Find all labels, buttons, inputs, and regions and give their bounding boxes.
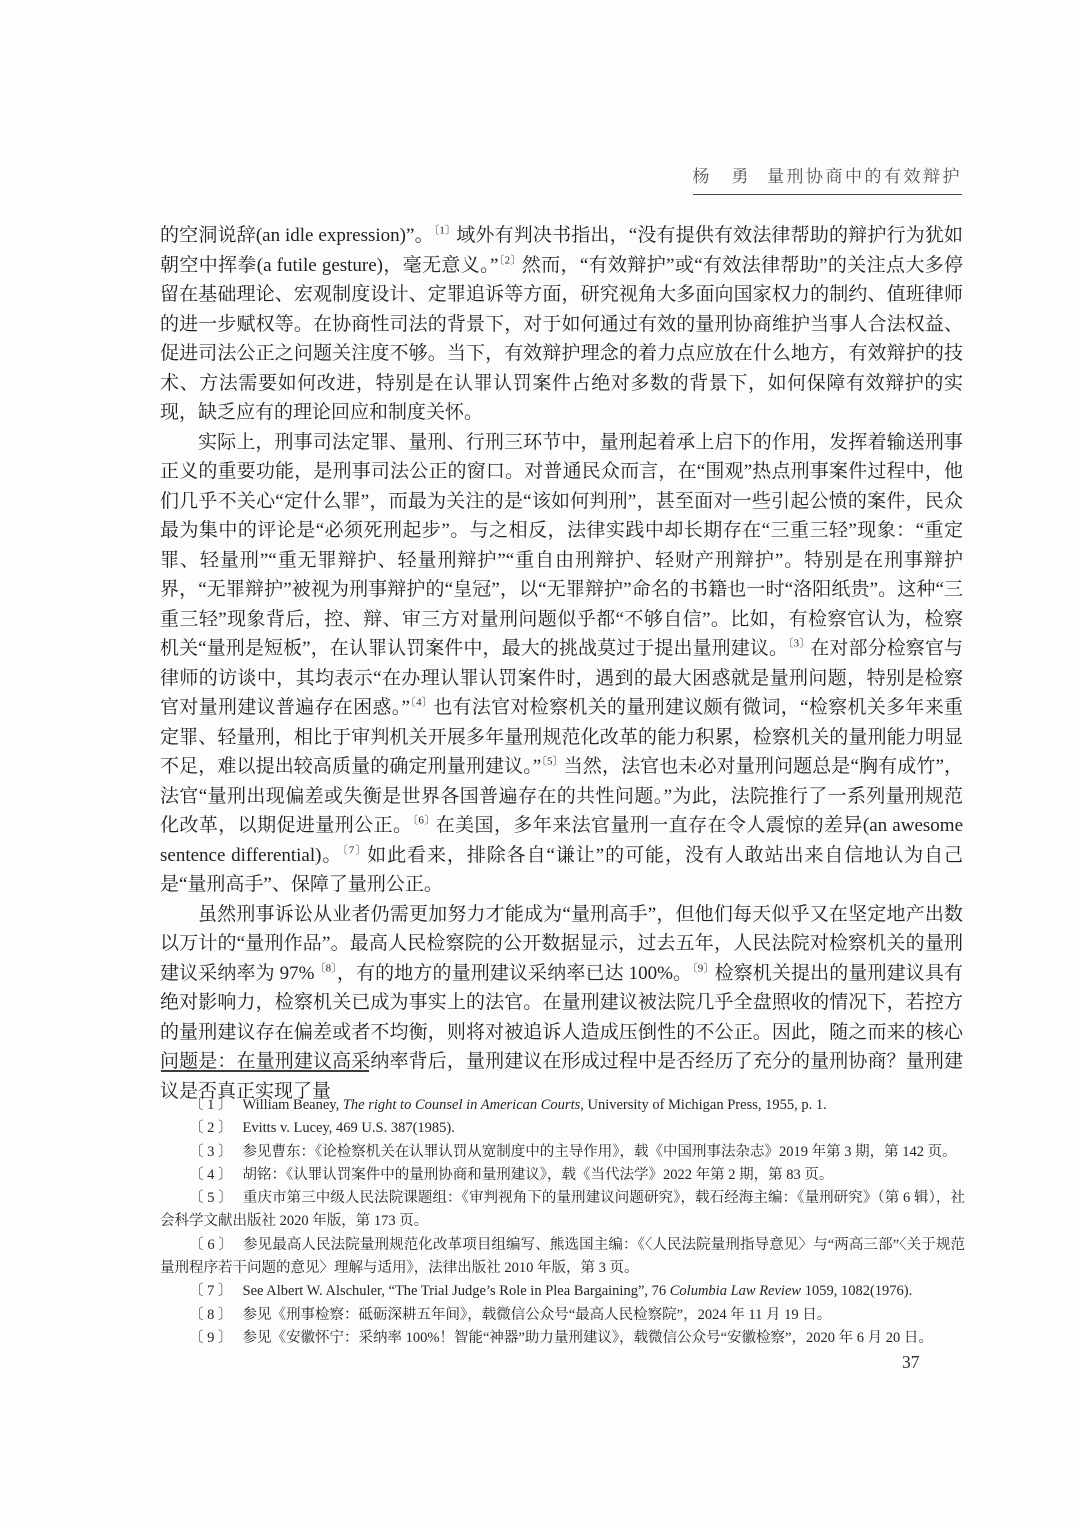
text-run: 的空洞说辞(an idle expression)”。 — [160, 225, 434, 246]
text-run: 检察机关提出的量刑建议具有绝对影响力，检察机关已成为事实上的法官。在量刑建议被法院几乎全盘照收的情况下，若控方的量刑建议存在偏差或者不均衡，则将对被追诉人造成压倒性的不公正。因此，随之而来的核心问题是：在量刑建议高采纳率背后，量刑建议在形成过程中是否经历了充分的量刑协商？量刑建议是否真正实现了量 — [160, 962, 964, 1102]
text-run: 参见曹东：《论检察机关在认罪认罚从宽制度中的主导作用》，载《中国刑事法杂志》2019 年第 3 期，第 142 页。 — [242, 1143, 957, 1160]
footnote-item — [160, 1164, 965, 1187]
italic-title: The right to Counsel in American Courts — [342, 1097, 581, 1113]
footnote-ref: 〔3〕 — [788, 637, 811, 650]
italic-title: Columbia Law Review — [669, 1283, 802, 1300]
text-run: 参见《刑事检察：砥砺深耕五年间》，载微信公众号“最高人民检察院”，2024 年 11 月 19 日。 — [242, 1306, 832, 1323]
footnote-ref: 〔5〕 — [541, 755, 564, 768]
text-run: 如此看来，排除各自“谦让”的可能，没有人敢站出来自信地认为自己是“量刑高手”、保障了量刑公正。 — [160, 844, 964, 895]
paragraph — [160, 900, 963, 1107]
footnote-ref: 〔8〕 — [314, 962, 337, 975]
footnote-item — [160, 1117, 965, 1140]
text-run: 参见《安徽怀宁：采纳率 100%！智能“神器”助力量刑建议》，载微信公众号“安徽检察”，2020 年 6 月 20 日。 — [242, 1329, 933, 1346]
running-head-title: 量刑协商中的有效辩护 — [767, 167, 962, 186]
footnote-item — [160, 1327, 965, 1350]
text-run: 在美国，多年来法官量刑一直存在令人震惊的差异(an awesome sentence differential)。 — [160, 815, 964, 866]
text-run: William Beaney, — [242, 1097, 343, 1113]
text-run: 实际上，刑事司法定罪、量刑、行刑三环节中，量刑起着承上启下的作用，发挥着输送刑事正义的重要功能，是刑事司法公正的窗口。对普通民众而言，在“围观”热点刑事案件过程中，他们几乎不关心“定什么罪”，而最为关注的是“该如何判刑”，甚至面对一些引起公愤的案件，民众最为集中的评论是“必须死刑起步”。与之相反，法律实践中却长期存在“三重三轻”现象：“重定罪、轻量刑”“重无罪辩护、轻量刑辩护”“重自由刑辩护、轻财产刑辩护”。特别是在刑事辩护界，“无罪辩护”被视为刑事辩护的“皇冠”，以“无罪辩护”命名的书籍也一时“洛阳纸贵”。这种“三重三轻”现象背后，控、辩、审三方对量刑问题似乎都“不够自信”。比如，有检察官认为，检察机关“量刑是短板”，在认罪认罚案件中，最大的挑战莫过于提出量刑建议。 — [160, 431, 963, 659]
text-run: 参见最高人民法院量刑规范化改革项目组编写、熊选国主编：《〈人民法院量刑指导意见〉与“两高三部”〈关于规范量刑程序若干问题的意见〉理解与适用》，法律出版社 2010 年版，第 3 页。 — [160, 1236, 965, 1277]
footnote-ref: 〔1〕 — [433, 224, 457, 237]
footnote-marker: 〔 4 〕 — [189, 1166, 233, 1183]
text-run: 域外有判决书指出，“没有提供有效法律帮助的辩护行为犹如朝空中挥拳(a futile gesture)，毫无意义。” — [160, 225, 963, 276]
footnote-marker: 〔 5 〕 — [189, 1190, 233, 1207]
text-run: 当然，法官也未必对量刑问题总是“胸有成竹”，法官“量刑出现偏差或失衡是世界各国普遍存在的共性问题。”为此，法院推行了一系列量刑规范化改革，以期促进量刑公正。 — [160, 756, 964, 836]
footnote-marker: 〔 2 〕 — [189, 1120, 233, 1137]
text-run: 虽然刑事诉讼从业者仍需更加努力才能成为“量刑高手”，但他们每天似乎又在坚定地产出数以万计的“量刑作品”。最高人民检察院的公开数据显示，过去五年，人民法院对检察机关的量刑建议采纳率为 97% — [160, 903, 963, 984]
running-head — [693, 162, 963, 195]
text-run: 也有法官对检察机关的量刑建议颇有微词，“检察机关多年来重定罪、轻量刑，相比于审判机关开展多年量刑规范化改革的能力积累，检察机关的量刑能力明显不足，难以提出较高质量的确定刑量刑建议。” — [160, 697, 964, 777]
footnote-marker: 〔 9 〕 — [189, 1329, 233, 1346]
text-run: 然而，“有效辩护”或“有效法律帮助”的关注点大多停留在基础理论、宏观制度设计、定罪追诉等方面，研究视角大多面向国家权力的制约、值班律师的进一步赋权等。在协商性司法的背景下，对于如何通过有效的量刑协商维护当事人合法权益、促进司法公正之问题关注度不够。当下，有效辩护理念的着力点应放在什么地方，有效辩护的技术、方法需要如何改进，特别是在认罪认罚案件占绝对多数的背景下，如何保障有效辩护的实现，缺乏应有的理论回应和制度关怀。 — [160, 254, 964, 423]
article-body — [160, 221, 963, 1106]
text-run: 重庆市第三中级人民法院课题组：《审判视角下的量刑建议问题研究》，载石经海主编：《量刑研究》（第 6 辑），社会科学文献出版社 2020 年版，第 173 页。 — [160, 1190, 965, 1230]
footnote-item — [160, 1141, 965, 1164]
paragraph — [160, 428, 963, 900]
text-run: See Albert W. Alschuler, “The Trial Judge’s Role in Plea Bargaining”, 76 — [242, 1283, 670, 1300]
text-run: 1059, 1082(1976). — [801, 1283, 913, 1300]
paragraph — [160, 221, 963, 428]
text-run: 在对部分检察官与律师的访谈中，其均表示“在办理认罪认罚案件时，遇到的最大困惑就是量刑问题，特别是检察官对量刑建议普遍存在困惑。” — [160, 638, 963, 718]
footnote-separator — [161, 1070, 369, 1072]
footnote-item — [160, 1094, 965, 1117]
footnote-marker: 〔 1 〕 — [189, 1097, 233, 1113]
footnote-marker: 〔 8 〕 — [189, 1306, 233, 1323]
footnote-item — [160, 1234, 965, 1281]
text-run: 胡铭：《认罪认罚案件中的量刑协商和量刑建议》，载《当代法学》2022 年第 2 期，第 83 页。 — [242, 1166, 834, 1183]
footnote-marker: 〔 6 〕 — [189, 1236, 233, 1253]
text-run: Evitts v. Lucey, 469 U.S. 387(1985). — [242, 1120, 455, 1137]
page-number: 37 — [902, 1352, 920, 1372]
text-run: , University of Michigan Press, 1955, p. 1. — [580, 1097, 827, 1113]
running-head-author: 杨 勇 — [692, 167, 751, 186]
footnote-ref: 〔9〕 — [692, 962, 715, 975]
footnote-ref: 〔6〕 — [412, 814, 436, 827]
footnote-marker: 〔 7 〕 — [189, 1283, 233, 1300]
footnotes-section — [160, 1094, 965, 1350]
footnote-item — [160, 1304, 965, 1327]
footnote-ref: 〔4〕 — [409, 696, 434, 709]
footnote-item — [160, 1187, 965, 1234]
footnote-marker: 〔 3 〕 — [189, 1143, 233, 1160]
footnote-ref: 〔7〕 — [342, 844, 368, 857]
footnote-ref: 〔2〕 — [498, 254, 522, 267]
text-run: ，有的地方的量刑建议采纳率已达 100%。 — [336, 962, 693, 984]
footnote-item — [160, 1280, 965, 1303]
running-head-text — [693, 162, 963, 195]
